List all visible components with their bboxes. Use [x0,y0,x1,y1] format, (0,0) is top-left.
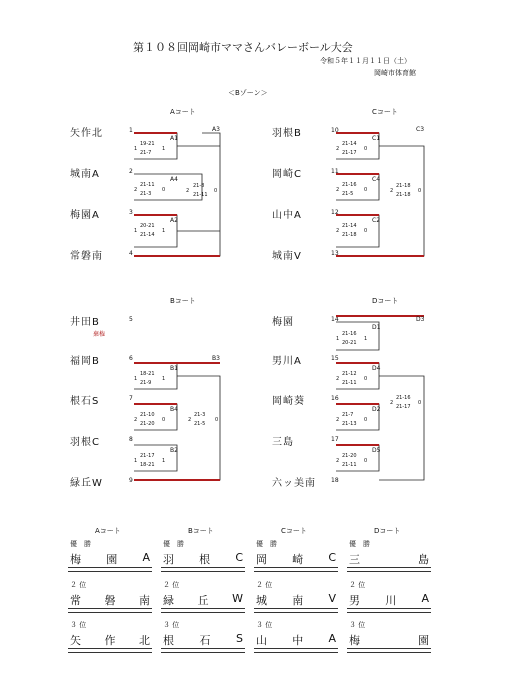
set-score: 21-11 [140,182,155,188]
double-underline [254,648,338,653]
match-code: D1 [372,324,381,331]
sets-won-right: 0 [418,188,422,194]
match-code: A4 [170,176,178,183]
set-score: 20-21 [342,340,357,346]
rank-label: ３ 位 [256,621,273,629]
sets-won-right: 0 [364,146,368,152]
third-team: 山 中 A [256,632,336,647]
sets-won-right: 0 [162,417,166,423]
match-code: B2 [170,447,178,454]
sets-won-left: 2 [336,187,340,193]
court-a-label: Aコート [170,108,196,116]
double-underline [161,648,245,653]
team-seed: 15 [331,355,339,362]
set-score: 21-14 [342,223,357,229]
zone-label: ＜Bゾーン＞ [228,89,268,97]
sets-won-left: 1 [336,336,340,342]
team-name: 城南A [70,169,100,180]
sets-won-right: 0 [214,188,218,194]
double-underline [347,608,431,613]
winner-team: 岡 崎 C [256,551,336,566]
double-underline [161,608,245,613]
sets-won-left: 1 [134,376,138,382]
venue: 岡崎市体育館 [374,69,416,77]
team-name: 福岡B [70,356,100,367]
team-seed: 18 [331,477,339,484]
team-seed: 10 [331,127,339,134]
team-name: 羽根C [70,437,100,448]
court-b-label: Bコート [170,297,196,305]
court-c-label: Cコート [372,108,398,116]
results-court-label: Dコート [374,527,401,535]
team-name: 矢作北 [70,128,103,139]
match-code: D3 [416,316,425,323]
sets-won-left: 1 [134,458,138,464]
set-score: 18-21 [140,462,155,468]
set-score: 18-21 [140,371,155,377]
set-score: 21-20 [342,453,357,459]
withdrawn-note: 棄権 [93,331,106,338]
set-score: 21-5 [342,191,354,197]
double-underline [254,567,338,572]
results-court-label: Aコート [95,527,121,535]
winner-team: 梅 園 A [70,551,150,566]
match-code: C4 [372,176,381,183]
sets-won-right: 0 [364,228,368,234]
set-score: 21-12 [342,371,357,377]
match-code: D2 [372,406,381,413]
set-score: 21-17 [396,404,411,410]
match-code: C1 [372,135,381,142]
team-seed: 4 [129,250,133,257]
team-name: 山中A [272,210,302,221]
set-score: 21-20 [140,421,155,427]
team-name: 根石S [70,396,100,407]
rank-label: 優 勝 [256,540,277,548]
team-seed: 11 [331,168,339,175]
rank-label: ２ 位 [256,581,273,589]
team-name: 常磐南 [70,251,103,262]
event-date: 令和５年１１月１１日（土） [320,57,411,65]
set-score: 21-18 [396,192,411,198]
sets-won-right: 0 [418,400,422,406]
match-code: D4 [372,365,381,372]
match-code: C3 [416,126,425,133]
set-score: 21-5 [194,421,206,427]
double-underline [68,648,152,653]
sets-won-right: 0 [215,417,219,423]
rank-label: 優 勝 [70,540,91,548]
sets-won-left: 2 [186,188,190,194]
rank-label: ２ 位 [349,581,366,589]
double-underline [68,608,152,613]
rank-label: ３ 位 [349,621,366,629]
page-title: 第１０８回岡崎市ママさんバレーボール大会 [133,41,353,54]
team-seed: 16 [331,395,339,402]
sets-won-right: 0 [162,187,166,193]
match-code: A2 [170,217,178,224]
sets-won-right: 0 [364,458,368,464]
sets-won-left: 2 [336,458,340,464]
results-court-label: Bコート [188,527,214,535]
second-team: 城 南 V [256,592,336,607]
set-score: 19-21 [140,141,155,147]
sets-won-right: 0 [364,376,368,382]
team-seed: 14 [331,316,339,323]
rank-label: ２ 位 [163,581,180,589]
winner-team: 羽 根 C [163,551,243,566]
match-code: D5 [372,447,381,454]
second-team: 常 磐 南 [70,594,150,607]
set-score: 21-10 [140,412,155,418]
team-seed: 9 [129,477,133,484]
set-score: 21-3 [140,191,152,197]
sets-won-left: 2 [336,376,340,382]
double-underline [68,567,152,572]
sets-won-left: 2 [390,188,394,194]
double-underline [347,648,431,653]
double-underline [254,608,338,613]
rank-label: ３ 位 [70,621,87,629]
sets-won-left: 2 [188,417,192,423]
sets-won-right: 1 [162,228,166,234]
set-score: 21-18 [396,183,411,189]
rank-label: ２ 位 [70,581,87,589]
sets-won-right: 1 [364,336,368,342]
rank-label: ３ 位 [163,621,180,629]
set-score: 21-17 [342,150,357,156]
court-d-label: Dコート [372,297,399,305]
match-code: A1 [170,135,178,142]
third-team: 根 石 S [163,632,243,647]
sets-won-right: 1 [162,376,166,382]
team-name: 井田B [70,317,100,328]
match-code: A3 [212,126,220,133]
team-seed: 7 [129,395,133,402]
team-seed: 2 [129,168,133,175]
team-name: 岡崎C [272,169,302,180]
team-seed: 1 [129,127,133,134]
sets-won-right: 1 [162,458,166,464]
set-score: 20-21 [140,223,155,229]
set-score: 21-14 [342,141,357,147]
double-underline [161,567,245,572]
sets-won-left: 2 [134,417,138,423]
sets-won-right: 1 [162,146,166,152]
match-code: B1 [170,365,178,372]
team-name: 男川A [272,356,302,367]
set-score: 21-7 [140,150,152,156]
sets-won-left: 2 [134,187,138,193]
winner-team: 三 島 [349,553,429,566]
team-seed: 17 [331,436,339,443]
team-name: 城南V [272,251,302,262]
set-score: 21-9 [140,380,152,386]
team-name: 緑丘W [70,478,103,489]
team-name: 梅園 [272,317,294,328]
match-code: B4 [170,406,178,413]
second-team: 男 川 A [349,592,429,607]
team-seed: 13 [331,250,339,257]
team-name: 梅園A [70,210,100,221]
second-team: 緑 丘 W [163,592,243,607]
team-seed: 8 [129,436,133,443]
sets-won-right: 0 [364,417,368,423]
set-score: 21-11 [342,462,357,468]
set-score: 21-16 [396,395,411,401]
match-code: C2 [372,217,381,224]
team-name: 羽根B [272,128,302,139]
rank-label: 優 勝 [163,540,184,548]
set-score: 21-18 [342,232,357,238]
team-seed: 6 [129,355,133,362]
team-name: 六ッ美南 [272,478,316,489]
team-seed: 12 [331,209,339,216]
third-team: 矢 作 北 [70,634,150,647]
results-court-label: Cコート [281,527,307,535]
set-score: 21-7 [342,412,354,418]
sets-won-left: 2 [336,417,340,423]
set-score: 21-3 [194,412,206,418]
set-score: 21-8 [193,183,205,189]
team-name: 三島 [272,437,294,448]
set-score: 21-16 [342,331,357,337]
set-score: 21-11 [193,192,208,198]
set-score: 21-17 [140,453,155,459]
sets-won-left: 2 [336,146,340,152]
sets-won-left: 1 [134,146,138,152]
sets-won-left: 2 [390,400,394,406]
sets-won-left: 2 [336,228,340,234]
sets-won-right: 0 [364,187,368,193]
third-team: 梅 園 [349,634,429,647]
team-name: 岡崎葵 [272,396,305,407]
match-code: B3 [212,355,220,362]
rank-label: 優 勝 [349,540,370,548]
sets-won-left: 1 [134,228,138,234]
set-score: 21-13 [342,421,357,427]
set-score: 21-11 [342,380,357,386]
set-score: 21-16 [342,182,357,188]
team-seed: 5 [129,316,133,323]
double-underline [347,567,431,572]
set-score: 21-14 [140,232,155,238]
team-seed: 3 [129,209,133,216]
